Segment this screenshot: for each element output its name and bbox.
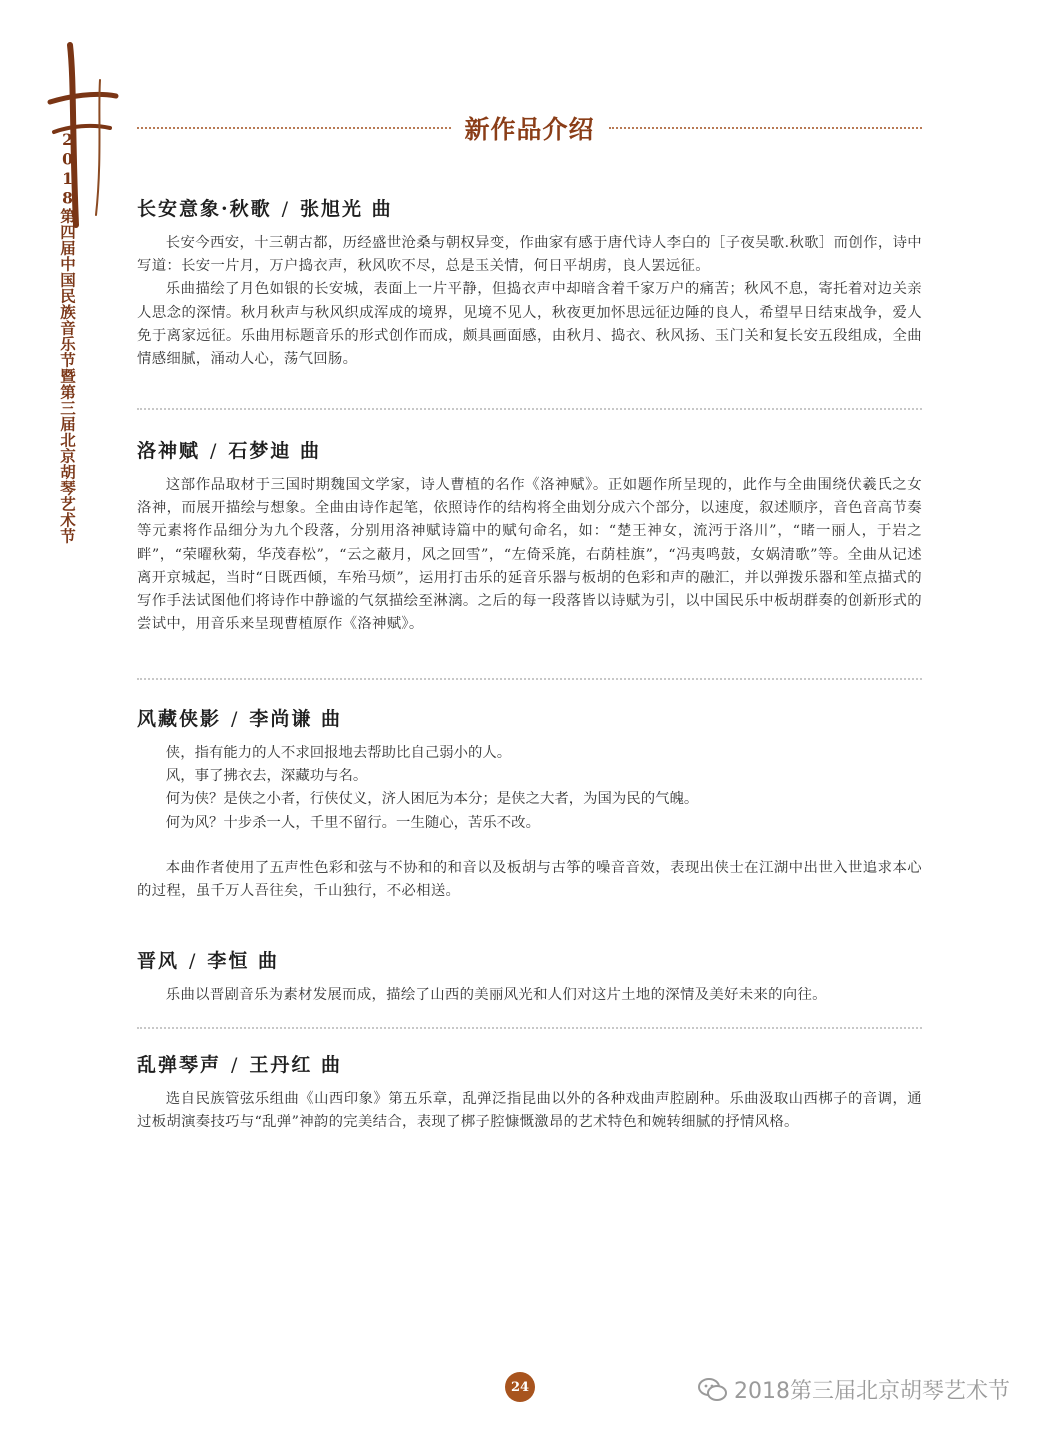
verse-line: 何为风？十步杀一人，千里不留行。一生随心，苦乐不改。 — [165, 814, 540, 831]
work-description: 乐曲描绘了月色如银的长安城，表面上一片平静，但捣衣声中却暗含着千家万户的痛苦；秋风不息，寄托着对边关亲人思念的深情。秋月秋声与秋风织成浑成的境界，见境不见人，秋夜更加怀思远征边陲的良人，希望早日结束战争，爱人免于离家远征。乐曲用标题音乐的形式创作而成，颇具画面感，由秋月、捣衣、秋风扬、玉门关和复长安五段组成，全曲情感细腻，涌动人心，荡气回肠。 — [137, 281, 922, 368]
work-title — [137, 196, 922, 222]
section-header — [137, 108, 922, 148]
composer-name: 李恒 曲 — [207, 950, 280, 972]
work-name: 乱弹琴声 — [137, 1054, 222, 1076]
work-description: 本曲作者使用了五声性色彩和弦与不协和的和音以及板胡与古筝的噪音音效，表现出侠士在江湖中出世入世追求本心的过程，虽千万人吾往矣，千山独行，不必相送。 — [137, 859, 922, 900]
wechat-watermark — [698, 1374, 1010, 1405]
work-name: 晋风 — [137, 950, 180, 972]
work-section-fengcang — [137, 706, 922, 903]
composer-name: 张旭光 曲 — [300, 198, 393, 220]
title-slash: / — [231, 1054, 240, 1076]
work-section-luoshenfu — [137, 438, 922, 636]
title-slash: / — [231, 708, 240, 730]
work-name: 长安意象·秋歌 — [137, 198, 272, 220]
section-divider — [137, 678, 922, 680]
page-number-badge: 24 — [505, 1372, 535, 1402]
composer-name: 李尚谦 曲 — [249, 708, 343, 730]
section-divider — [137, 408, 922, 410]
work-section-luantan — [137, 1052, 922, 1134]
work-section-jinfeng — [137, 948, 922, 1007]
work-title — [137, 948, 922, 974]
verse-lines — [137, 742, 922, 835]
wechat-icon — [698, 1377, 728, 1403]
title-slash: / — [210, 440, 219, 462]
title-slash: / — [189, 950, 198, 972]
composer-name: 王丹红 曲 — [249, 1054, 343, 1076]
title-slash: / — [281, 198, 291, 220]
composer-name: 石梦迪 曲 — [228, 440, 322, 462]
header-dotted-line-right — [609, 127, 923, 129]
brush-logo-icon — [40, 40, 120, 230]
watermark-text: 2018第三届北京胡琴艺术节 — [734, 1379, 1010, 1404]
work-title — [137, 706, 922, 732]
verse-line: 何为侠？是侠之小者，行侠仗义，济人困厄为本分；是侠之大者，为国为民的气魄。 — [165, 791, 699, 808]
verse-line: 风，事了拂衣去，深藏功与名。 — [165, 768, 368, 785]
festival-vertical-title: 2018第四届中国民族音乐节暨第三届北京胡琴艺术节 — [58, 130, 77, 544]
header-dotted-line-left — [137, 127, 451, 129]
work-description: 这部作品取材于三国时期魏国文学家，诗人曹植的名作《洛神赋》。正如题作所呈现的，此作与全曲围绕伏羲氏之女洛神，而展开描绘与想象。全曲由诗作起笔，依照诗作的结构将全曲划分成六个部分，以速度，叙述顺序，音色音高节奏等元素将作品细分为九个段落，分别用洛神赋诗篇中的赋句命名，如：“楚王神女，流沔于洛川”，“睹一丽人，于岩之畔”，“荣曜秋菊，华茂春松”，“云之蔽月，风之回雪”，“左倚采旄，右荫桂旗”，“冯夷鸣鼓，女娲清歌”等。全曲从记述离开京城起，当时“日既西倾，车殆马烦”，运用打击乐的延音乐器与板胡的色彩和声的融汇，并以弹拨乐器和笙点描式的写作手法试图他们将诗作中静谧的气氛描绘至淋漓。之后的每一段落皆以诗赋为引，以中国民乐中板胡群奏的创新形式的尝试中，用音乐来呈现曹植原作《洛神赋》。 — [137, 477, 922, 633]
work-description: 长安今西安，十三朝古都，历经盛世沧桑与朝权异变，作曲家有感于唐代诗人李白的［子夜吴歌.秋歌］而创作，诗中写道：长安一片月，万户捣衣声，秋风吹不尽，总是玉关情，何日平胡虏，良人罢远征。 — [137, 235, 922, 275]
work-description: 选自民族管弦乐组曲《山西印象》第五乐章，乱弹泛指昆曲以外的各种戏曲声腔剧种。乐曲汲取山西梆子的音调，通过板胡演奏技巧与“乱弹”神韵的完美结合，表现了梆子腔慷慨激昂的艺术特色和婉转细腻的抒情风格。 — [137, 1091, 922, 1131]
section-divider — [137, 1027, 922, 1029]
work-name: 风藏侠影 — [137, 708, 222, 730]
work-description: 乐曲以晋剧音乐为素材发展而成，描绘了山西的美丽风光和人们对这片土地的深情及美好未来的向往。 — [165, 987, 827, 1003]
work-section-changan — [137, 196, 922, 371]
work-title — [137, 438, 922, 464]
work-title — [137, 1052, 922, 1078]
page-title: 新作品介绍 — [464, 115, 595, 144]
work-name: 洛神赋 — [137, 440, 201, 462]
verse-line: 侠，指有能力的人不求回报地去帮助比自己弱小的人。 — [165, 745, 512, 761]
